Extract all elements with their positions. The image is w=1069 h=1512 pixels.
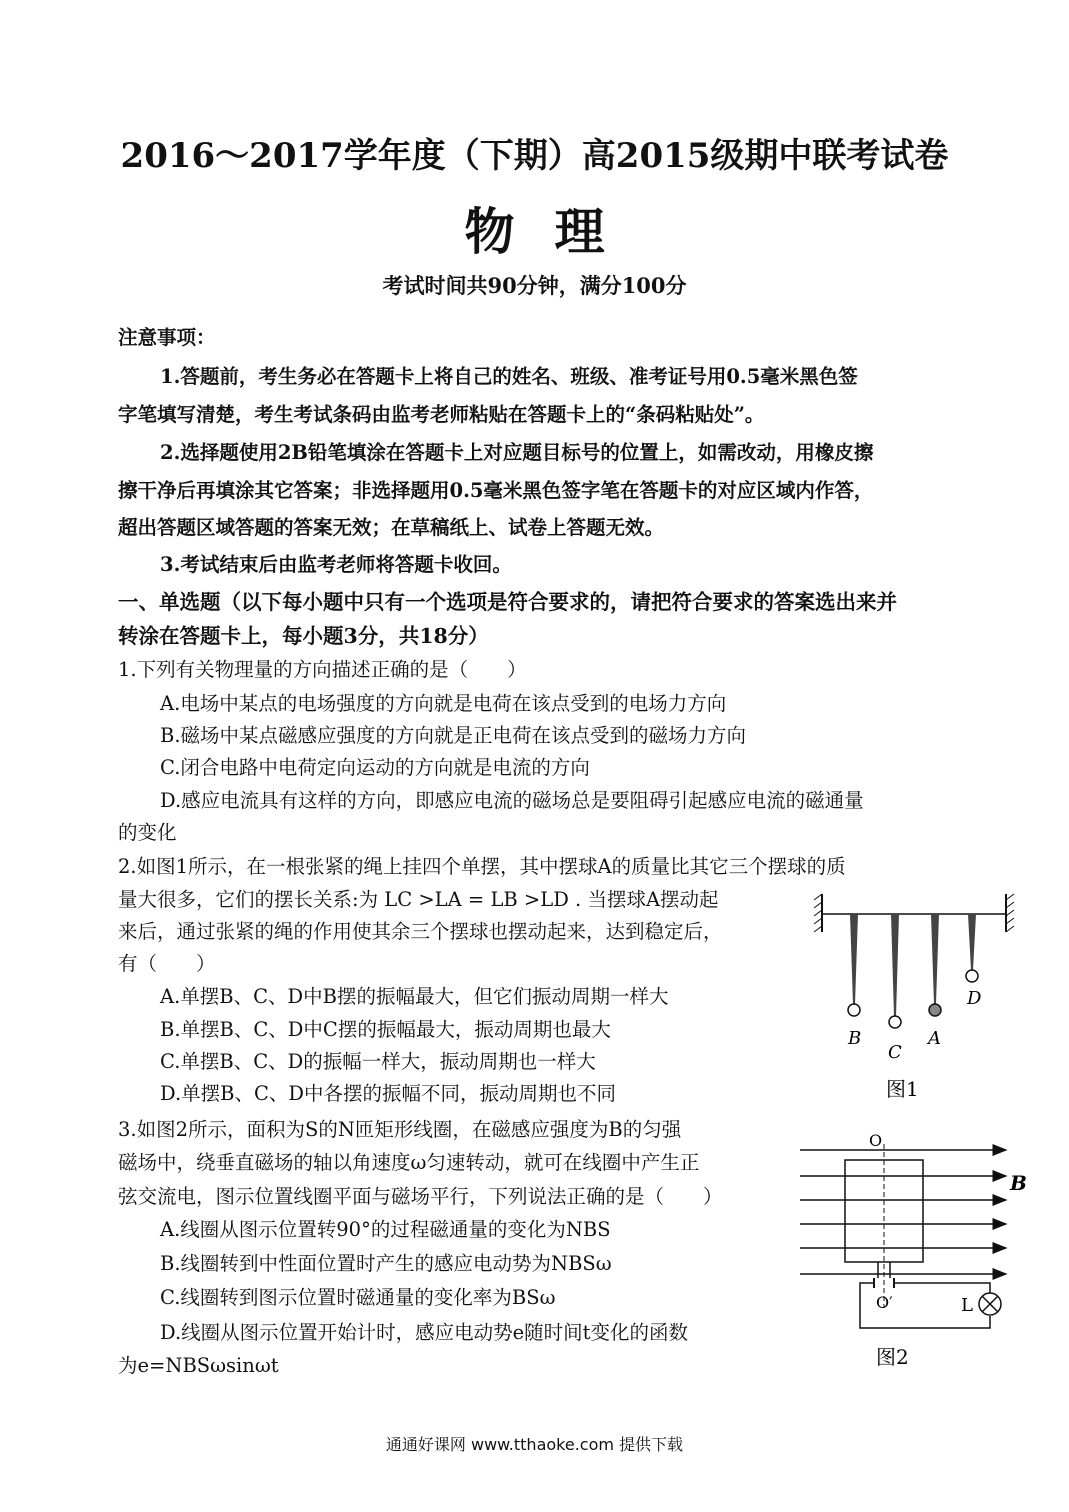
q2-stem-line-4: 有（ ） bbox=[118, 952, 216, 975]
pendulum-b-string bbox=[850, 914, 858, 1004]
pendulum-b-bob bbox=[848, 1004, 860, 1016]
pendulum-c-bob bbox=[889, 1016, 901, 1028]
pendulum-d-bob bbox=[966, 970, 978, 982]
pendulum-c-string bbox=[891, 914, 899, 1016]
notice-line-3: 2.选择题使用2B铅笔填涂在答题卡上对应题目标号的位置上，如需改动，用橡皮擦 bbox=[160, 441, 874, 464]
q3-stem-line-3: 弦交流电，图示位置线圈平面与磁场平行，下列说法正确的是（ ） bbox=[118, 1185, 723, 1208]
label-d: D bbox=[967, 988, 982, 1009]
figure-1-pendulums bbox=[810, 886, 1020, 1106]
circuit-wire-inner bbox=[894, 1283, 990, 1293]
notice-line-4: 擦干净后再填涂其它答案；非选择题用0.5毫米黑色签字笔在答题卡的对应区域内作答， bbox=[118, 479, 874, 502]
exam-title: 2016～2017学年度（下期）高2015级期中联考试卷 bbox=[120, 136, 949, 176]
notice-line-5: 超出答题区域答题的答案无效；在草稿纸上、试卷上答题无效。 bbox=[118, 516, 665, 539]
time-info: 考试时间共90分钟，满分100分 bbox=[382, 273, 687, 298]
notice-line-1: 1.答题前，考生务必在答题卡上将自己的姓名、班级、准考证号用0.5毫米黑色签 bbox=[160, 365, 858, 388]
figure-2-coil-diagram bbox=[790, 1128, 1040, 1378]
lamp-label: L bbox=[961, 1295, 973, 1316]
label-c: C bbox=[888, 1042, 902, 1063]
axis-label-bottom: O′ bbox=[876, 1293, 893, 1312]
q1-option-c: C.闭合电路中电荷定向运动的方向就是电流的方向 bbox=[160, 756, 590, 779]
q1-option-d-line-2: 的变化 bbox=[118, 821, 177, 844]
label-a: A bbox=[928, 1028, 941, 1049]
q2-stem-line-1: 2.如图1所示，在一根张紧的绳上挂四个单摆，其中摆球A的质量比其它三个摆球的质 bbox=[118, 855, 846, 878]
section-heading-line-2: 转涂在答题卡上，每小题3分，共18分） bbox=[118, 624, 489, 648]
axis-label-top: O bbox=[869, 1131, 883, 1150]
q1-option-a: A.电场中某点的电场强度的方向就是电荷在该点受到的电场力方向 bbox=[160, 692, 727, 715]
field-label: B bbox=[1010, 1171, 1027, 1195]
q1-option-b: B.磁场中某点磁感应强度的方向就是正电荷在该点受到的磁场力方向 bbox=[160, 724, 747, 747]
q3-option-b: B.线圈转到中性面位置时产生的感应电动势为NBSω bbox=[160, 1252, 612, 1275]
q3-option-a: A.线圈从图示位置转90°的过程磁通量的变化为NBS bbox=[160, 1218, 611, 1241]
pendulum-a-string bbox=[931, 914, 939, 1004]
q2-stem-line-2: 量大很多，它们的摆长关系:为 LC >LA = LB >LD . 当摆球A摆动起 bbox=[118, 888, 719, 911]
figure-1-caption: 图1 bbox=[886, 1077, 919, 1101]
q2-option-c: C.单摆B、C、D的振幅一样大，振动周期也一样大 bbox=[160, 1050, 596, 1073]
pendulum-a-bob bbox=[929, 1004, 941, 1016]
q3-stem-line-2: 磁场中，绕垂直磁场的轴以角速度ω匀速转动，就可在线圈中产生正 bbox=[118, 1151, 700, 1174]
q2-option-b: B.单摆B、C、D中C摆的振幅最大，振动周期也最大 bbox=[160, 1018, 611, 1041]
q2-stem-line-3: 来后，通过张紧的绳的作用使其余三个摆球也摆动起来，达到稳定后， bbox=[118, 920, 723, 943]
notice-line-2: 字笔填写清楚，考生考试条码由监考老师粘贴在答题卡上的“条码粘贴处”。 bbox=[118, 403, 765, 426]
notice-line-6: 3.考试结束后由监考老师将答题卡收回。 bbox=[160, 553, 512, 576]
q2-option-d: D.单摆B、C、D中各摆的振幅不同，振动周期也不同 bbox=[160, 1082, 617, 1105]
pendulum-d-string bbox=[968, 914, 976, 970]
q1-option-d-line-1: D.感应电流具有这样的方向，即感应电流的磁场总是要阻碍引起感应电流的磁通量 bbox=[160, 789, 864, 812]
section-heading-line-1: 一、单选题（以下每小题中只有一个选项是符合要求的，请把符合要求的答案选出来并 bbox=[118, 590, 897, 614]
q3-option-c: C.线圈转到图示位置时磁通量的变化率为BSω bbox=[160, 1286, 556, 1309]
magnetic-field-lines bbox=[800, 1150, 1006, 1274]
q1-stem: 1.下列有关物理量的方向描述正确的是（ ） bbox=[118, 658, 527, 681]
q3-stem-line-1: 3.如图2所示，面积为S的N匝矩形线圈，在磁感应强度为B的匀强 bbox=[118, 1118, 682, 1141]
label-b: B bbox=[848, 1028, 862, 1049]
q2-option-a: A.单摆B、C、D中B摆的振幅最大，但它们振动周期一样大 bbox=[160, 985, 669, 1008]
figure-2-caption: 图2 bbox=[876, 1345, 909, 1369]
q3-option-d-line-2: 为e=NBSωsinωt bbox=[118, 1354, 279, 1377]
footer-text: 通通好课网 www.tthaoke.com 提供下载 bbox=[385, 1435, 684, 1454]
wall-hatching bbox=[814, 894, 1014, 932]
notice-heading: 注意事项： bbox=[118, 326, 216, 349]
subject-title: 物理 bbox=[464, 202, 645, 261]
q3-option-d-line-1: D.线圈从图示位置开始计时，感应电动势e随时间t变化的函数 bbox=[160, 1321, 689, 1344]
